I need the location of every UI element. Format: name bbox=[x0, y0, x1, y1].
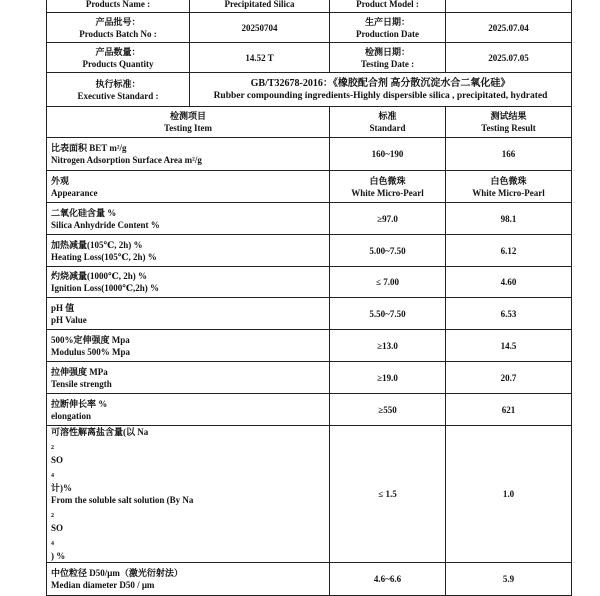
result-cell: 1.0 bbox=[446, 426, 572, 563]
header-row-quantity bbox=[47, 43, 572, 73]
standard-cell: ≥550 bbox=[330, 394, 446, 426]
table-row bbox=[47, 203, 572, 235]
result-cell: 白色微珠 White Micro-Pearl bbox=[446, 171, 572, 203]
result-cell: 621 bbox=[446, 394, 572, 426]
result-cell: 98.1 bbox=[446, 203, 572, 235]
batch-value: 20250704 bbox=[190, 13, 330, 43]
column-header-standard: 标准 Standard bbox=[330, 107, 446, 138]
column-header-item: 检测项目 Testing Item bbox=[47, 107, 330, 138]
production-date-value: 2025.07.04 bbox=[446, 13, 572, 43]
table-row bbox=[47, 298, 572, 330]
standard-cell: 160~190 bbox=[330, 138, 446, 171]
standard-cell: 5.50~7.50 bbox=[330, 298, 446, 330]
item-cell: 加热减量(105℃, 2h) % Heating Loss(105℃, 2h) % bbox=[47, 235, 330, 267]
item-cell: 外观 Appearance bbox=[47, 171, 330, 203]
table-row bbox=[47, 426, 572, 563]
quantity-value: 14.52 T bbox=[190, 43, 330, 73]
standard-cell: ≤ 1.5 bbox=[330, 426, 446, 563]
header-row-name bbox=[47, 0, 572, 13]
standard-cell: ≤ 7.00 bbox=[330, 267, 446, 298]
testing-date-value: 2025.07.05 bbox=[446, 43, 572, 73]
result-cell: 4.60 bbox=[446, 267, 572, 298]
standard-cell: 5.00~7.50 bbox=[330, 235, 446, 267]
standard-cell: 4.6~6.6 bbox=[330, 563, 446, 596]
item-cell: 拉伸强度 MPa Tensile strength bbox=[47, 362, 330, 394]
item-cell: 可溶性解离盐含量(以 Na $_2$ SO $_4$ 计)% From the soluble salt solution (By Na $_2$ SO $_4$ ) % bbox=[47, 426, 330, 563]
item-cell: pH 值 pH Value bbox=[47, 298, 330, 330]
products-name-value: Precipitated Silica bbox=[190, 0, 330, 13]
testing-date-label: 检测日期： Testing Date : bbox=[330, 43, 446, 73]
quantity-label: 产品数量： Products Quantity bbox=[47, 43, 190, 73]
item-cell: 比表面积 BET m²/g Nitrogen Adsorption Surface Area m²/g bbox=[47, 138, 330, 171]
executive-standard-value: GB/T32678-2016：《橡胶配合剂 高分散沉淀水合二氧化硅》 Rubber compounding ingredients-Highly dispersible silica , precipitated, hydrated bbox=[190, 73, 572, 107]
column-header-result: 测试结果 Testing Result bbox=[446, 107, 572, 138]
table-row bbox=[47, 171, 572, 203]
result-cell: 14.5 bbox=[446, 330, 572, 362]
item-cell: 拉断伸长率 % elongation bbox=[47, 394, 330, 426]
column-header-row bbox=[47, 107, 572, 138]
result-cell: 6.53 bbox=[446, 298, 572, 330]
table-row bbox=[47, 563, 572, 596]
result-cell: 6.12 bbox=[446, 235, 572, 267]
standard-cell: 白色微珠 White Micro-Pearl bbox=[330, 171, 446, 203]
standard-cell: ≥13.0 bbox=[330, 330, 446, 362]
result-cell: 5.9 bbox=[446, 563, 572, 596]
executive-standard-label: 执行标准： Executive Standard : bbox=[47, 73, 190, 107]
product-model-label: Product Model : bbox=[330, 0, 446, 13]
table-row bbox=[47, 267, 572, 298]
table-row bbox=[47, 235, 572, 267]
product-model-value bbox=[446, 0, 572, 13]
table-row bbox=[47, 394, 572, 426]
item-cell: 500%定伸强度 Mpa Modulus 500% Mpa bbox=[47, 330, 330, 362]
table-row bbox=[47, 330, 572, 362]
item-cell: 中位粒径 D50/μm（激光衍射法） Median diameter D50 / μm bbox=[47, 563, 330, 596]
table-row bbox=[47, 138, 572, 171]
item-cell: 灼烧减量(1000℃, 2h) % Ignition Loss(1000℃,2h) % bbox=[47, 267, 330, 298]
executive-standard-row bbox=[47, 73, 572, 107]
batch-label: 产品批号： Products Batch No : bbox=[47, 13, 190, 43]
standard-cell: ≥19.0 bbox=[330, 362, 446, 394]
header-row-batch bbox=[47, 13, 572, 43]
item-cell: 二氧化硅含量 % Silica Anhydride Content % bbox=[47, 203, 330, 235]
result-cell: 20.7 bbox=[446, 362, 572, 394]
table-row bbox=[47, 362, 572, 394]
result-cell: 166 bbox=[446, 138, 572, 171]
standard-cell: ≥97.0 bbox=[330, 203, 446, 235]
quality-report-table bbox=[46, 0, 572, 596]
products-name-label: Products Name : bbox=[47, 0, 190, 13]
production-date-label: 生产日期： Production Date bbox=[330, 13, 446, 43]
